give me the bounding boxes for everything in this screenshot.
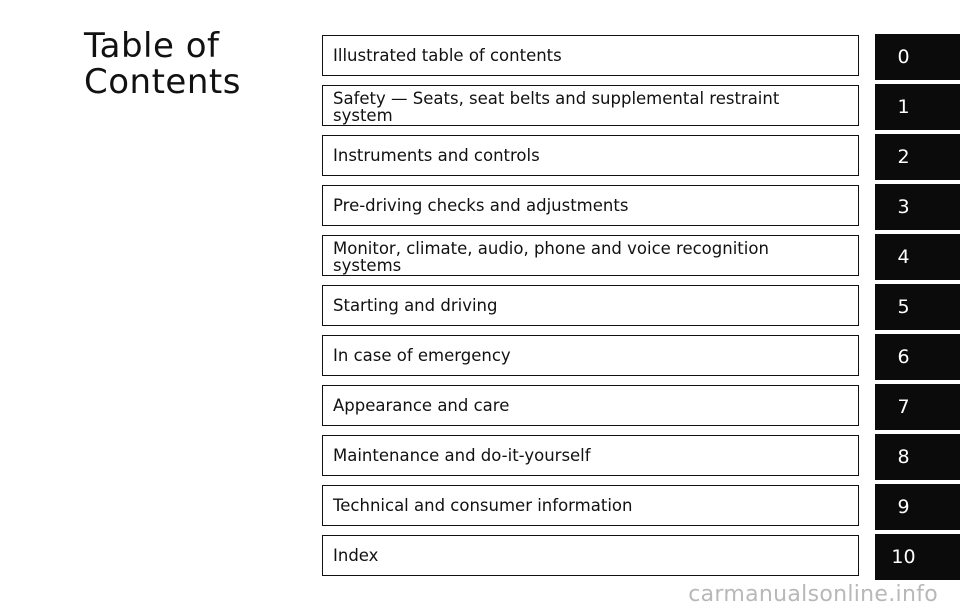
toc-label: Maintenance and do-it-yourself [333, 446, 591, 465]
toc-list [322, 35, 960, 595]
toc-link-emergency[interactable] [322, 335, 859, 376]
tab-number: 1 [897, 96, 910, 118]
watermark-text: carmanualsonline.info [688, 582, 938, 607]
section-tab-0[interactable] [875, 34, 960, 80]
section-tab-9[interactable] [875, 484, 960, 530]
section-tab-2[interactable] [875, 134, 960, 180]
toc-link-maintenance[interactable] [322, 435, 859, 476]
toc-link-starting-driving[interactable] [322, 285, 859, 326]
toc-row-2 [322, 135, 960, 179]
toc-row-0 [322, 35, 960, 79]
toc-label: Pre-driving checks and adjustments [333, 196, 629, 215]
toc-link-instruments-controls[interactable] [322, 135, 859, 176]
toc-row-5 [322, 285, 960, 329]
toc-link-index[interactable] [322, 535, 859, 576]
section-tab-4[interactable] [875, 234, 960, 280]
toc-label: Appearance and care [333, 396, 510, 415]
toc-row-1 [322, 85, 960, 129]
toc-label: Safety — Seats, seat belts and supplemental restraint system [333, 89, 780, 125]
tab-number: 8 [897, 446, 910, 468]
section-tab-3[interactable] [875, 184, 960, 230]
toc-link-illustrated-contents[interactable] [322, 35, 859, 76]
tab-number: 10 [891, 546, 916, 568]
toc-label: Illustrated table of contents [333, 46, 562, 65]
tab-number: 2 [897, 146, 910, 168]
toc-link-technical-consumer[interactable] [322, 485, 859, 526]
toc-label: In case of emergency [333, 346, 511, 365]
toc-link-pre-driving[interactable] [322, 185, 859, 226]
toc-link-monitor-climate-audio[interactable] [322, 235, 859, 276]
toc-row-6 [322, 335, 960, 379]
toc-link-safety[interactable] [322, 85, 859, 126]
toc-row-7 [322, 385, 960, 429]
toc-row-8 [322, 435, 960, 479]
tab-number: 3 [897, 196, 910, 218]
section-tab-1[interactable] [875, 84, 960, 130]
toc-label: Index [333, 546, 379, 565]
toc-row-3 [322, 185, 960, 229]
tab-number: 5 [897, 296, 910, 318]
tab-number: 7 [897, 396, 910, 418]
toc-label: Instruments and controls [333, 146, 540, 165]
section-tab-8[interactable] [875, 434, 960, 480]
section-tab-6[interactable] [875, 334, 960, 380]
toc-label: Starting and driving [333, 296, 498, 315]
toc-link-appearance-care[interactable] [322, 385, 859, 426]
tab-number: 6 [897, 346, 910, 368]
tab-number: 9 [897, 496, 910, 518]
page-title: Table of Contents [84, 26, 241, 102]
toc-row-9 [322, 485, 960, 529]
section-tab-5[interactable] [875, 284, 960, 330]
section-tab-10[interactable] [875, 534, 960, 580]
toc-label: Technical and consumer information [333, 496, 633, 515]
tab-number: 0 [897, 46, 910, 68]
section-tab-7[interactable] [875, 384, 960, 430]
toc-row-4 [322, 235, 960, 279]
toc-label: Monitor, climate, audio, phone and voice recognition systems [333, 239, 769, 275]
tab-number: 4 [897, 246, 910, 268]
toc-row-10 [322, 535, 960, 579]
